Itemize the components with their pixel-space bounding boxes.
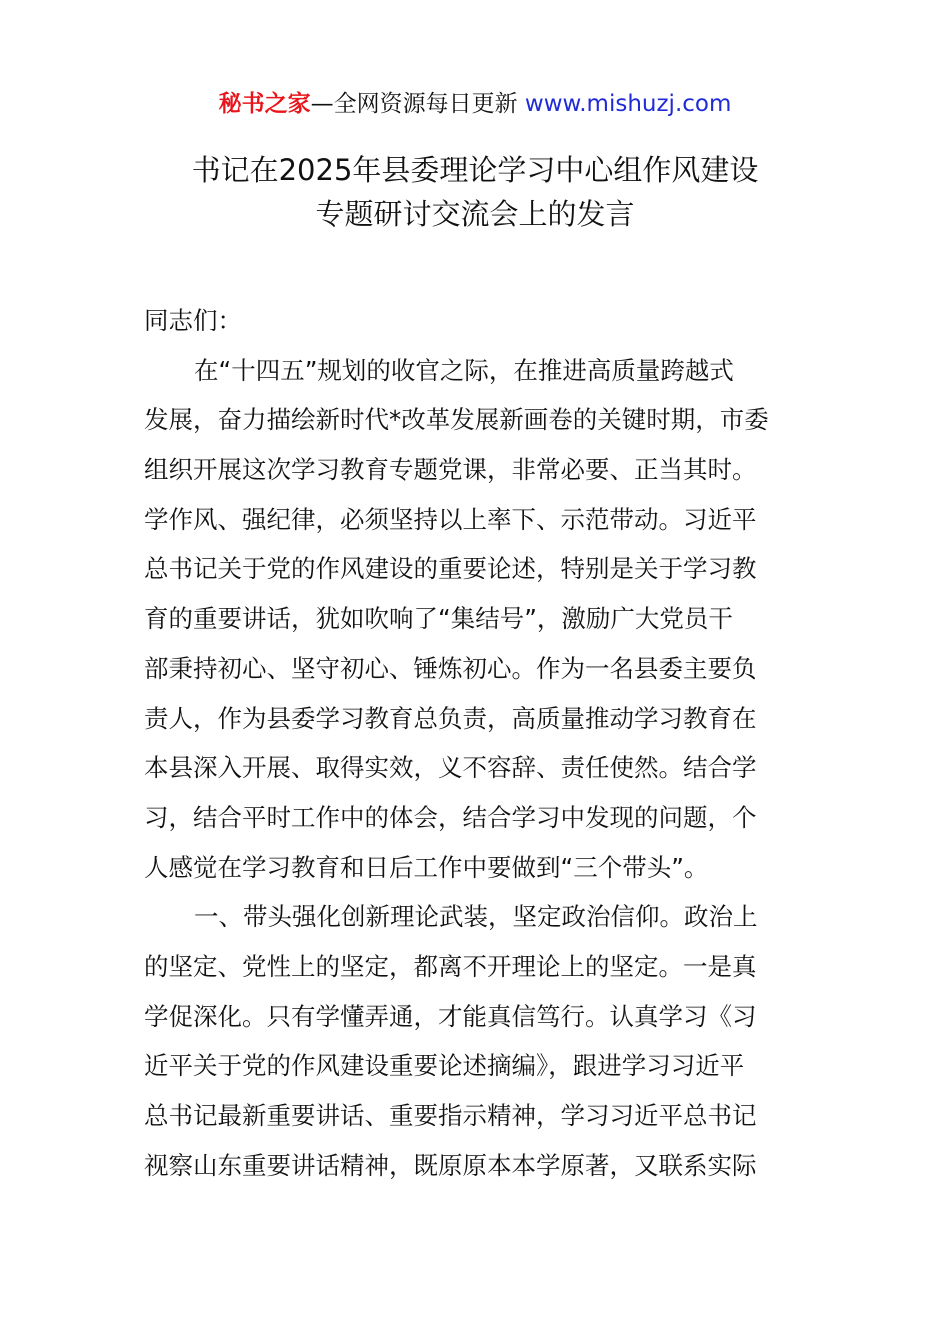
- body-line: 人感觉在学习教育和日后工作中要做到“三个带头”。: [144, 852, 709, 882]
- body-line: 的坚定、党性上的坚定，都离不开理论上的坚定。一是真: [144, 951, 757, 981]
- body-line: 发展，奋力描绘新时代*改革发展新画卷的关键时期，市委: [144, 405, 769, 435]
- site-name: 秘书之家: [218, 91, 311, 117]
- body-line: 视察山东重要讲话精神，既原原本本学原著，又联系实际: [144, 1150, 757, 1180]
- body-line: 近平关于党的作风建设重要论述摘编》，跟进学习习近平: [144, 1051, 745, 1081]
- body-line: 组织开展这次学习教育专题党课，非常必要、正当其时。: [144, 455, 757, 485]
- section-heading-line: 一、带头强化创新理论武装，坚定政治信仰。政治上: [194, 902, 758, 932]
- body-line: 总书记最新重要讲话、重要指示精神，学习习近平总书记: [144, 1101, 757, 1130]
- body-line: 部秉持初心、坚守初心、锤炼初心。作为一名县委主要负: [144, 653, 757, 683]
- body-line: 习，结合平时工作中的体会，结合学习中发现的问题，个: [144, 802, 757, 832]
- document-title: [0, 148, 950, 236]
- salutation: 同志们：: [144, 306, 242, 335]
- title-line-1: 书记在2025年县委理论学习中心组作风建设: [191, 153, 759, 187]
- site-header: [0, 88, 950, 120]
- body-line: 责人，作为县委学习教育总负责，高质量推动学习教育在: [144, 703, 757, 733]
- body-line: 学促深化。只有学懂弄通，才能真信笃行。认真学习《习: [144, 1001, 757, 1031]
- site-slogan: —全网资源每日更新: [310, 91, 525, 117]
- body-line: 本县深入开展、取得实效，义不容辞、责任使然。结合学: [144, 753, 757, 783]
- title-line-2: 专题研讨交流会上的发言: [315, 197, 635, 231]
- body-line: 育的重要讲话，犹如吹响了“集结号”，激励广大党员干: [144, 604, 733, 634]
- body-line: 总书记关于党的作风建设的重要论述，特别是关于学习教: [144, 554, 757, 584]
- body-line: 在“十四五”规划的收官之际，在推进高质量跨越式: [194, 355, 734, 385]
- site-url-link[interactable]: www.mishuzj.com: [524, 91, 732, 117]
- document-body: [144, 296, 808, 1190]
- body-line: 学作风、强纪律，必须坚持以上率下、示范带动。习近平: [144, 504, 757, 534]
